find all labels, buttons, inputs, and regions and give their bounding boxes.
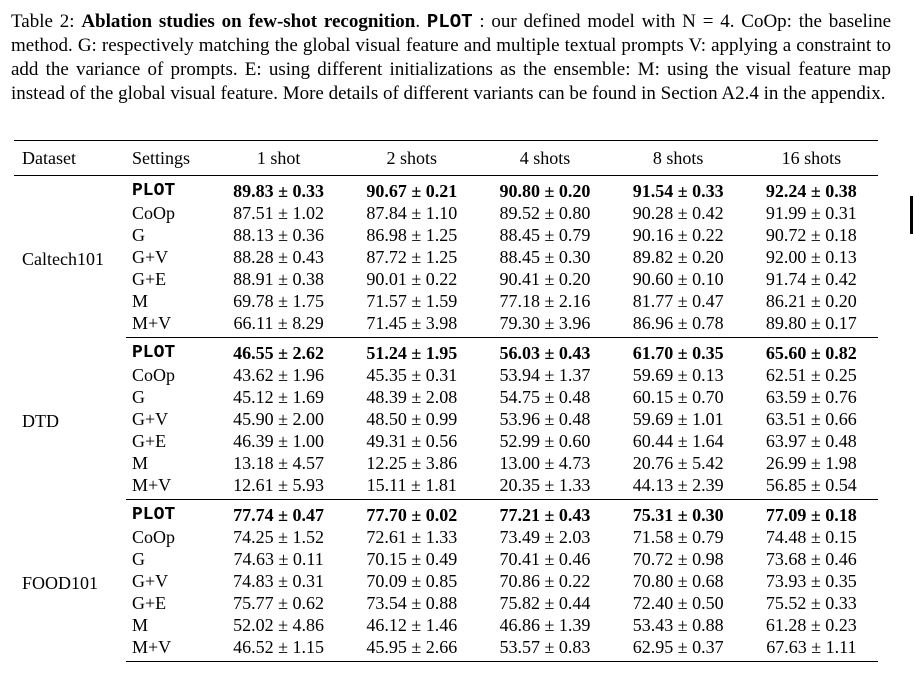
value-cell: 89.83 ± 0.33 (233, 181, 325, 201)
setting-cell: M (132, 615, 149, 635)
table-row (14, 570, 878, 592)
header-row (14, 141, 878, 176)
value-cell: 53.94 ± 1.37 (499, 365, 591, 385)
value-cell: 15.11 ± 1.81 (345, 474, 478, 500)
table-row (14, 636, 878, 662)
value-cell: 60.44 ± 1.64 (632, 431, 724, 451)
header-cell: 8 shots (612, 141, 745, 176)
value-cell: 91.54 ± 0.33 (632, 181, 724, 201)
value-cell: 62.95 ± 0.37 (612, 636, 745, 662)
caption-model-name: PLOT (426, 11, 473, 33)
value-cell: 75.77 ± 0.62 (233, 593, 325, 613)
value-cell: 52.02 ± 4.86 (233, 615, 325, 635)
value-cell: 53.43 ± 0.88 (632, 615, 724, 635)
setting-cell: G (132, 387, 145, 407)
setting-cell: CoOp (132, 365, 176, 385)
value-cell: 70.15 ± 0.49 (366, 549, 458, 569)
table-row (14, 338, 878, 365)
table-row (14, 592, 878, 614)
value-cell: 77.70 ± 0.02 (366, 505, 458, 525)
table-row (14, 202, 878, 224)
dataset-group (14, 500, 878, 662)
value-cell: 77.74 ± 0.47 (233, 505, 325, 525)
table-row (14, 312, 878, 338)
value-cell: 43.62 ± 1.96 (233, 365, 325, 385)
table-row (14, 386, 878, 408)
value-cell: 59.69 ± 1.01 (632, 409, 724, 429)
table-row (14, 246, 878, 268)
setting-cell: G+E (132, 593, 167, 613)
value-cell: 54.75 ± 0.48 (499, 387, 591, 407)
value-cell: 63.59 ± 0.76 (765, 387, 857, 407)
value-cell: 70.41 ± 0.46 (499, 549, 591, 569)
setting-cell: M (132, 453, 149, 473)
header-cell: 1 shot (212, 141, 345, 176)
setting-cell: G+V (132, 247, 169, 267)
value-cell: 46.12 ± 1.46 (366, 615, 458, 635)
value-cell: 53.96 ± 0.48 (499, 409, 591, 429)
value-cell: 88.91 ± 0.38 (233, 269, 325, 289)
caption-prefix: Table 2: (11, 11, 82, 32)
value-cell: 71.57 ± 1.59 (366, 291, 458, 311)
value-cell: 45.90 ± 2.00 (233, 409, 325, 429)
value-cell: 59.69 ± 0.13 (632, 365, 724, 385)
value-cell: 92.24 ± 0.38 (765, 181, 857, 201)
value-cell: 56.85 ± 0.54 (745, 474, 878, 500)
value-cell: 90.60 ± 0.10 (632, 269, 724, 289)
setting-cell: G+V (132, 571, 169, 591)
value-cell: 45.12 ± 1.69 (233, 387, 325, 407)
caption-title: Ablation studies on few-shot recognition (81, 11, 416, 32)
value-cell: 74.48 ± 0.15 (765, 527, 857, 547)
value-cell: 92.00 ± 0.13 (765, 247, 857, 267)
value-cell: 67.63 ± 1.11 (745, 636, 878, 662)
setting-cell: G+E (132, 431, 167, 451)
value-cell: 90.67 ± 0.21 (366, 181, 458, 201)
table-row (14, 452, 878, 474)
value-cell: 70.72 ± 0.98 (632, 549, 724, 569)
setting-cell: G (132, 225, 145, 245)
header-cell: Dataset (14, 141, 126, 176)
setting-cell: CoOp (132, 527, 176, 547)
value-cell: 77.21 ± 0.43 (499, 505, 591, 525)
value-cell: 46.39 ± 1.00 (233, 431, 325, 451)
value-cell: 79.30 ± 3.96 (478, 312, 611, 338)
value-cell: 46.52 ± 1.15 (212, 636, 345, 662)
dataset-name: DTD (22, 410, 59, 431)
value-cell: 90.01 ± 0.22 (366, 269, 458, 289)
table-row (14, 176, 878, 203)
setting-cell: PLOT (132, 343, 176, 363)
value-cell: 44.13 ± 2.39 (612, 474, 745, 500)
value-cell: 71.45 ± 3.98 (345, 312, 478, 338)
value-cell: 87.84 ± 1.10 (366, 203, 458, 223)
value-cell: 86.98 ± 1.25 (366, 225, 458, 245)
value-cell: 63.51 ± 0.66 (765, 409, 857, 429)
value-cell: 73.93 ± 0.35 (765, 571, 857, 591)
caption-sep: . (415, 11, 427, 32)
value-cell: 65.60 ± 0.82 (765, 343, 857, 363)
setting-cell: G+V (132, 409, 169, 429)
value-cell: 52.99 ± 0.60 (499, 431, 591, 451)
setting-cell: PLOT (132, 181, 176, 201)
value-cell: 88.45 ± 0.30 (499, 247, 591, 267)
dataset-group (14, 338, 878, 500)
table-row (14, 548, 878, 570)
value-cell: 71.58 ± 0.79 (632, 527, 724, 547)
value-cell: 61.70 ± 0.35 (632, 343, 724, 363)
value-cell: 90.72 ± 0.18 (765, 225, 857, 245)
value-cell: 74.25 ± 1.52 (233, 527, 325, 547)
dataset-name: FOOD101 (22, 572, 99, 593)
value-cell: 75.31 ± 0.30 (632, 505, 724, 525)
value-cell: 13.18 ± 4.57 (233, 453, 325, 473)
setting-cell: M+V (126, 474, 212, 500)
value-cell: 72.61 ± 1.33 (366, 527, 458, 547)
value-cell: 89.52 ± 0.80 (499, 203, 591, 223)
setting-cell: G (132, 549, 145, 569)
table-row (14, 290, 878, 312)
header-cell: 4 shots (478, 141, 611, 176)
setting-cell: PLOT (132, 505, 176, 525)
value-cell: 53.57 ± 0.83 (478, 636, 611, 662)
setting-cell: G+E (132, 269, 167, 289)
value-cell: 89.82 ± 0.20 (632, 247, 724, 267)
table-row (14, 500, 878, 527)
value-cell: 88.45 ± 0.79 (499, 225, 591, 245)
value-cell: 73.68 ± 0.46 (765, 549, 857, 569)
value-cell: 73.54 ± 0.88 (366, 593, 458, 613)
table-row (14, 364, 878, 386)
value-cell: 20.35 ± 1.33 (478, 474, 611, 500)
value-cell: 61.28 ± 0.23 (765, 615, 857, 635)
value-cell: 66.11 ± 8.29 (212, 312, 345, 338)
value-cell: 12.25 ± 3.86 (366, 453, 458, 473)
table-row (14, 526, 878, 548)
value-cell: 63.97 ± 0.48 (765, 431, 857, 451)
value-cell: 26.99 ± 1.98 (765, 453, 857, 473)
value-cell: 91.74 ± 0.42 (765, 269, 857, 289)
value-cell: 87.72 ± 1.25 (366, 247, 458, 267)
value-cell: 77.09 ± 0.18 (765, 505, 857, 525)
value-cell: 74.63 ± 0.11 (233, 549, 324, 569)
header-cell: 2 shots (345, 141, 478, 176)
value-cell: 88.13 ± 0.36 (233, 225, 325, 245)
value-cell: 90.16 ± 0.22 (632, 225, 724, 245)
table-row (14, 614, 878, 636)
value-cell: 69.78 ± 1.75 (233, 291, 325, 311)
value-cell: 91.99 ± 0.31 (765, 203, 857, 223)
value-cell: 72.40 ± 0.50 (632, 593, 724, 613)
value-cell: 86.96 ± 0.78 (612, 312, 745, 338)
value-cell: 20.76 ± 5.42 (632, 453, 724, 473)
value-cell: 77.18 ± 2.16 (499, 291, 591, 311)
caption-body: : our defined model with N = 4. CoOp: the baseline method. G: respectively matching the global visual feature and multiple textual prompts V: applying a constraint to add the variance of prompts. E: using different initializations as the ensemble: M: using the visual feature map instead of the global visual feature. More details of different variants can be found in Section A2.4 in the appendix. (11, 11, 892, 104)
value-cell: 46.86 ± 1.39 (499, 615, 591, 635)
table-caption (11, 10, 891, 106)
value-cell: 86.21 ± 0.20 (765, 291, 857, 311)
value-cell: 12.61 ± 5.93 (212, 474, 345, 500)
value-cell: 73.49 ± 2.03 (499, 527, 591, 547)
value-cell: 89.80 ± 0.17 (745, 312, 878, 338)
setting-cell: CoOp (132, 203, 176, 223)
value-cell: 90.28 ± 0.42 (632, 203, 724, 223)
value-cell: 70.86 ± 0.22 (499, 571, 591, 591)
value-cell: 45.95 ± 2.66 (345, 636, 478, 662)
table-row (14, 268, 878, 290)
value-cell: 49.31 ± 0.56 (366, 431, 458, 451)
dataset-name: Caltech101 (22, 248, 104, 269)
value-cell: 13.00 ± 4.73 (499, 453, 591, 473)
value-cell: 90.80 ± 0.20 (499, 181, 591, 201)
value-cell: 70.80 ± 0.68 (632, 571, 724, 591)
value-cell: 48.50 ± 0.99 (366, 409, 458, 429)
value-cell: 48.39 ± 2.08 (366, 387, 458, 407)
value-cell: 51.24 ± 1.95 (366, 343, 458, 363)
table-row (14, 430, 878, 452)
setting-cell: M+V (126, 636, 212, 662)
value-cell: 74.83 ± 0.31 (233, 571, 325, 591)
value-cell: 70.09 ± 0.85 (366, 571, 458, 591)
value-cell: 88.28 ± 0.43 (233, 247, 325, 267)
value-cell: 46.55 ± 2.62 (233, 343, 325, 363)
results-table (14, 140, 878, 662)
header-cell: 16 shots (745, 141, 878, 176)
value-cell: 87.51 ± 1.02 (233, 203, 325, 223)
setting-cell: M+V (126, 312, 212, 338)
page-edge-mark (910, 196, 913, 234)
value-cell: 81.77 ± 0.47 (632, 291, 724, 311)
value-cell: 60.15 ± 0.70 (632, 387, 724, 407)
header-cell: Settings (126, 141, 212, 176)
value-cell: 45.35 ± 0.31 (366, 365, 458, 385)
value-cell: 56.03 ± 0.43 (499, 343, 591, 363)
value-cell: 90.41 ± 0.20 (499, 269, 591, 289)
value-cell: 62.51 ± 0.25 (765, 365, 857, 385)
table-row (14, 474, 878, 500)
table-row (14, 224, 878, 246)
value-cell: 75.52 ± 0.33 (765, 593, 857, 613)
value-cell: 75.82 ± 0.44 (499, 593, 591, 613)
setting-cell: M (132, 291, 149, 311)
dataset-group (14, 176, 878, 338)
table-row (14, 408, 878, 430)
